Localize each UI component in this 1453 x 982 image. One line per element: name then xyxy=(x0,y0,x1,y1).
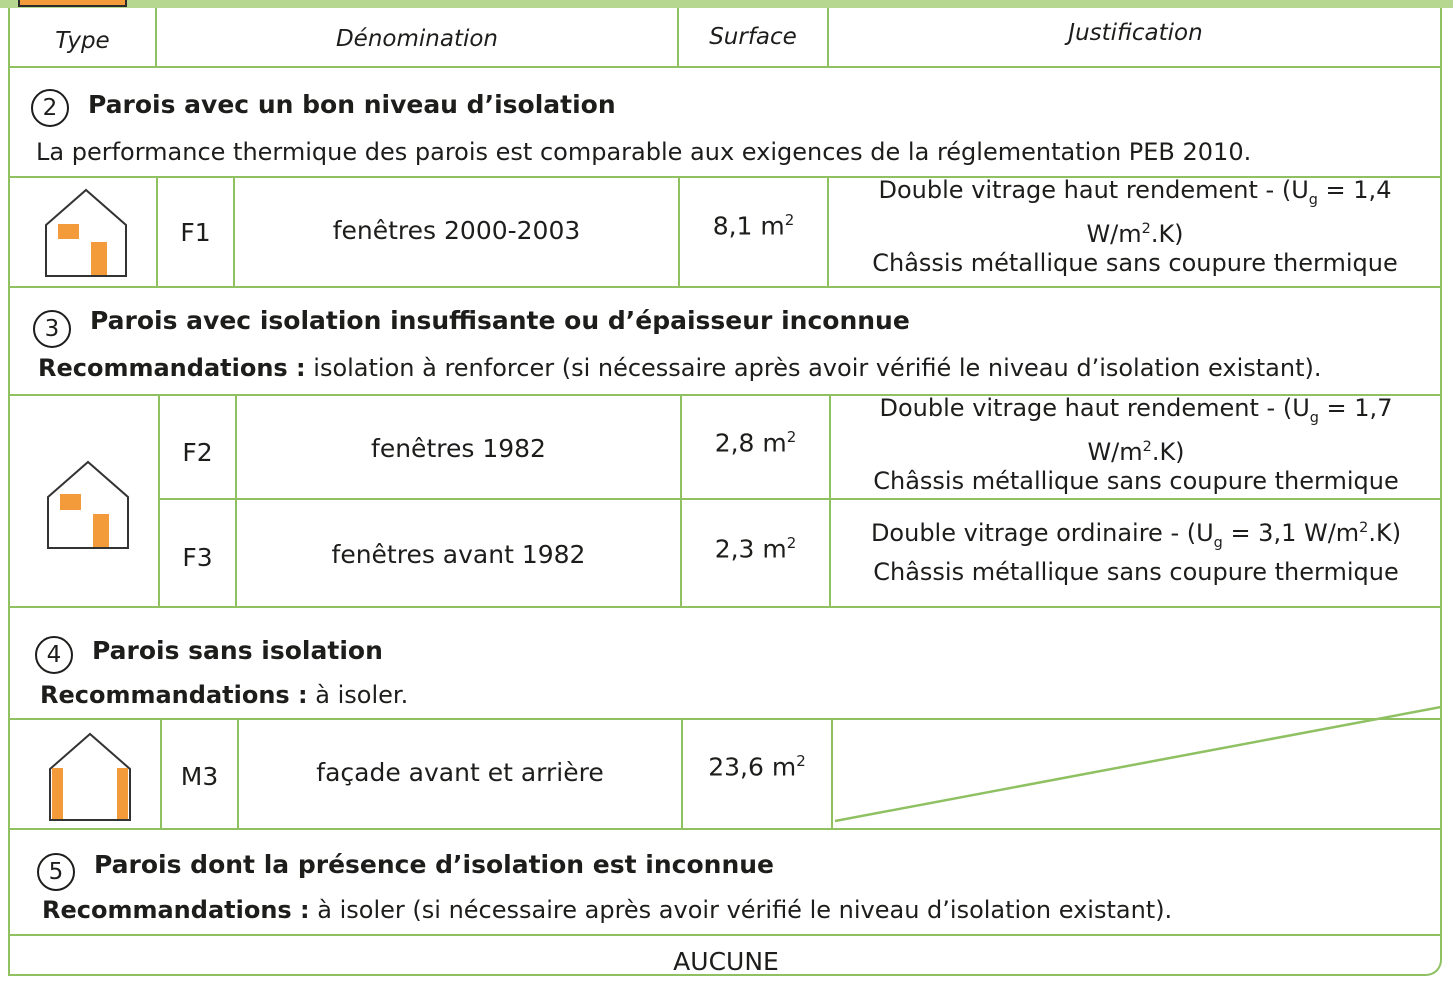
row-surface xyxy=(682,428,829,457)
recommendations-label: Recommandations : xyxy=(38,354,306,382)
divider xyxy=(8,606,1442,608)
section-description xyxy=(40,681,408,709)
surface-value: 23,6 m xyxy=(708,752,797,782)
surface-value: 2,8 m xyxy=(714,428,787,458)
section-number: 2 xyxy=(31,89,69,127)
section-title: Parois avec isolation insuffisante ou d’épaisseur inconnue xyxy=(90,306,910,335)
section-title: Parois avec un bon niveau d’isolation xyxy=(88,90,616,119)
row-code: F2 xyxy=(182,438,213,467)
divider xyxy=(8,286,1442,288)
subscript: g xyxy=(1309,409,1319,426)
header-justification: Justification xyxy=(1068,20,1203,46)
divider xyxy=(8,828,1442,830)
house-window-icon xyxy=(46,460,130,552)
divider xyxy=(158,498,1442,500)
header-denomination: Dénomination xyxy=(335,26,499,52)
row-name: façade avant et arrière xyxy=(316,758,604,787)
empty-cell-slash xyxy=(833,705,1443,827)
recommendations-text: à isoler (si nécessaire après avoir vérifié le niveau d’isolation existant). xyxy=(309,896,1173,924)
row-justification xyxy=(853,394,1419,496)
superscript: 2 xyxy=(784,211,795,229)
superscript: 2 xyxy=(796,752,806,770)
divider xyxy=(827,176,829,286)
section-number: 3 xyxy=(33,310,71,348)
house-wall-icon xyxy=(48,732,132,822)
header-type: Type xyxy=(55,28,110,54)
subscript: g xyxy=(1308,191,1318,208)
surface-value: 8,1 m xyxy=(712,211,785,241)
frame-text: Châssis métallique sans coupure thermique xyxy=(873,466,1399,495)
row-surface xyxy=(683,752,831,781)
recommendations-text: à isoler. xyxy=(307,681,409,709)
row-name: fenêtres avant 1982 xyxy=(331,540,586,569)
house-window-icon xyxy=(44,188,128,278)
subscript: g xyxy=(1213,534,1223,551)
u-value: = 3,1 W/m xyxy=(1222,519,1360,547)
row-code: F3 xyxy=(182,543,213,572)
glazing-text: Double vitrage ordinaire - (U xyxy=(870,519,1214,547)
section-number: 4 xyxy=(35,636,73,674)
superscript: 2 xyxy=(1142,438,1152,455)
recommendations-label: Recommandations : xyxy=(42,896,310,924)
divider xyxy=(235,394,237,606)
recommendations-text: isolation à renforcer (si nécessaire après avoir vérifié le niveau d’isolation existant). xyxy=(305,354,1322,382)
row-name: fenêtres 1982 xyxy=(371,434,546,463)
divider xyxy=(158,394,160,606)
unit-end: .K) xyxy=(1368,519,1402,547)
divider xyxy=(8,934,1442,936)
row-code: M3 xyxy=(180,762,219,791)
section-description: La performance thermique des parois est comparable aux exigences de la réglementation PEB 2010. xyxy=(36,138,1252,166)
divider xyxy=(680,394,682,606)
section-description xyxy=(38,354,1321,382)
divider xyxy=(829,394,831,606)
row-surface xyxy=(680,211,827,240)
header-surface: Surface xyxy=(709,24,797,50)
footer-value: AUCUNE xyxy=(673,947,779,976)
top-band xyxy=(0,0,1453,8)
unit-end: .K) xyxy=(1150,219,1184,248)
u-value: = 1,7 W/m xyxy=(1087,394,1393,466)
frame-text: Châssis métallique sans coupure thermique xyxy=(873,557,1399,586)
u-value: = 1,4 W/m xyxy=(1086,176,1392,248)
glazing-text: Double vitrage haut rendement - (U xyxy=(879,394,1310,422)
section-title: Parois dont la présence d’isolation est inconnue xyxy=(94,850,774,879)
row-name: fenêtres 2000-2003 xyxy=(332,216,581,245)
section-description xyxy=(42,896,1172,924)
recommendations-label: Recommandations : xyxy=(40,681,308,709)
row-surface xyxy=(682,534,829,563)
row-code: F1 xyxy=(180,218,211,247)
section-title: Parois sans isolation xyxy=(92,636,383,665)
section-number: 5 xyxy=(37,853,75,891)
orange-marker xyxy=(18,0,127,7)
glazing-text: Double vitrage haut rendement - (U xyxy=(878,176,1309,204)
frame-text: Châssis métallique sans coupure thermique xyxy=(872,248,1398,277)
surface-value: 2,3 m xyxy=(714,534,787,564)
unit-end: .K) xyxy=(1151,437,1185,466)
superscript: 2 xyxy=(786,534,797,552)
superscript: 2 xyxy=(786,428,797,446)
superscript: 2 xyxy=(1141,220,1151,237)
row-justification xyxy=(852,176,1418,278)
superscript: 2 xyxy=(1359,520,1369,536)
row-justification xyxy=(853,514,1419,587)
divider xyxy=(8,66,1442,68)
